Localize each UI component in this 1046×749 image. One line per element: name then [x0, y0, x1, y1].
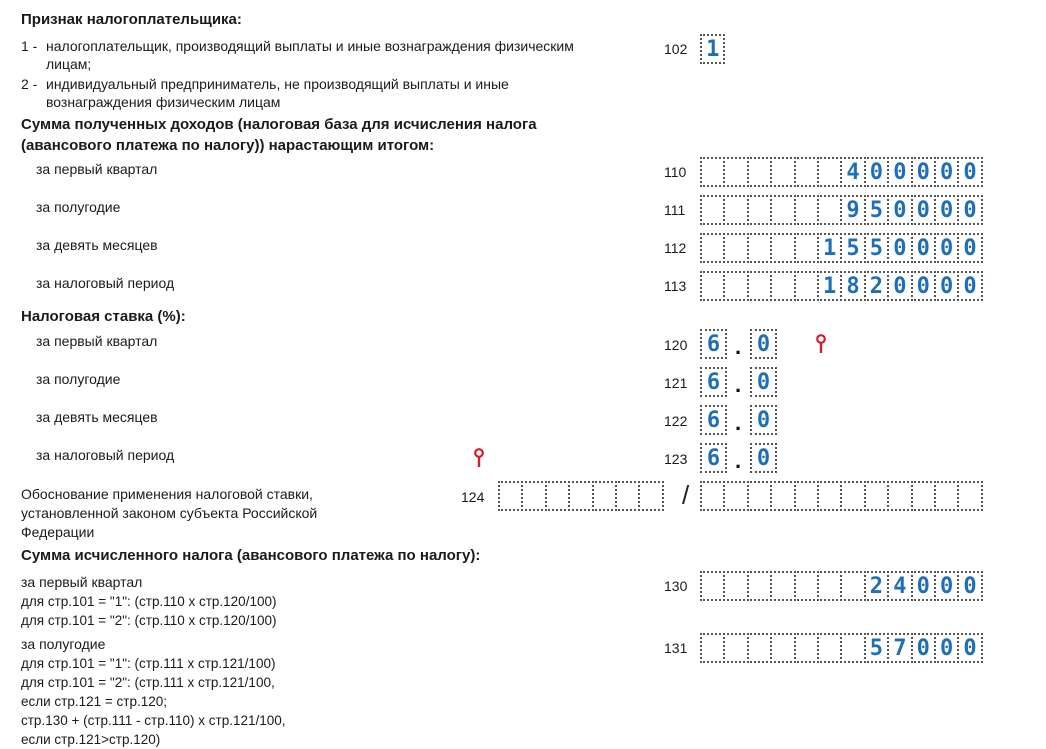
digit-cell[interactable]: 0 — [887, 195, 912, 225]
tax-formula-h1-line3: если стр.121 = стр.120; — [21, 694, 167, 709]
income-field-110[interactable] — [700, 157, 983, 187]
tax-formula-h1-line2: для стр.101 = "2": (стр.111 х стр.121/100, — [21, 675, 275, 690]
digit-cell[interactable]: 0 — [934, 195, 959, 225]
digit-cell[interactable]: 6 — [700, 329, 727, 359]
income-field-111[interactable] — [700, 195, 983, 225]
digit-cell[interactable]: 8 — [840, 271, 865, 301]
line-code-123: 123 — [664, 451, 688, 467]
rate-label-9m: за девять месяцев — [36, 409, 158, 425]
digit-cell[interactable] — [794, 195, 819, 225]
income-title-line1: Сумма полученных доходов (налоговая база для исчисления налога — [21, 116, 537, 133]
digit-cell[interactable]: 5 — [864, 195, 889, 225]
digit-cell[interactable] — [747, 195, 772, 225]
income-field-112[interactable] — [700, 233, 983, 263]
digit-cell[interactable] — [700, 195, 725, 225]
line-code-130: 130 — [664, 578, 688, 594]
digit-cell[interactable] — [817, 633, 842, 663]
digit-cell[interactable] — [568, 481, 593, 511]
digit-cell[interactable] — [794, 157, 819, 187]
decimal-separator: . — [735, 372, 742, 397]
digit-cell[interactable]: 6 — [700, 405, 727, 435]
decimal-separator: . — [735, 410, 742, 435]
digit-cell[interactable]: 6 — [700, 367, 727, 397]
rate-fraction-field-123[interactable] — [750, 443, 777, 473]
tax-formula-h1-line4: стр.130 + (стр.111 - стр.110) х стр.121/100, — [21, 713, 286, 728]
option-1-number: 1 - — [21, 38, 38, 54]
rate-integer-field-123[interactable] — [700, 443, 727, 473]
digit-cell[interactable] — [770, 233, 795, 263]
tax-field-130[interactable] — [700, 571, 983, 601]
digit-cell[interactable] — [794, 271, 819, 301]
income-label-h1: за полугодие — [36, 199, 121, 215]
digit-cell[interactable] — [794, 233, 819, 263]
digit-cell[interactable]: 0 — [957, 233, 982, 263]
digit-cell[interactable]: 2 — [864, 571, 889, 601]
tax-field-131[interactable] — [700, 633, 983, 663]
digit-cell[interactable] — [700, 271, 725, 301]
digit-cell[interactable] — [723, 195, 748, 225]
rate-integer-field-120[interactable] — [700, 329, 727, 359]
digit-cell[interactable]: 0 — [887, 157, 912, 187]
rate-label-h1: за полугодие — [36, 371, 121, 387]
rate-basis-label-line1: Обоснование применения налоговой ставки, — [21, 486, 313, 502]
digit-cell[interactable]: 0 — [957, 571, 982, 601]
digit-cell[interactable] — [615, 481, 640, 511]
digit-cell[interactable] — [723, 233, 748, 263]
digit-cell[interactable] — [817, 157, 842, 187]
digit-cell[interactable] — [934, 481, 959, 511]
digit-cell[interactable]: 0 — [957, 633, 982, 663]
digit-cell[interactable] — [700, 481, 725, 511]
digit-cell[interactable] — [700, 571, 725, 601]
rate-basis-field-left[interactable] — [498, 481, 664, 511]
digit-cell[interactable] — [957, 481, 982, 511]
digit-cell[interactable] — [747, 571, 772, 601]
digit-cell[interactable]: 0 — [911, 233, 936, 263]
digit-cell[interactable]: 5 — [864, 233, 889, 263]
rate-label-year: за налоговый период — [36, 447, 175, 463]
digit-cell[interactable] — [840, 481, 865, 511]
digit-cell[interactable] — [700, 233, 725, 263]
field-separator: / — [682, 480, 690, 510]
option-1-text-line2: лицам; — [46, 56, 92, 72]
option-2-text-line1: индивидуальный предприниматель, не производящий выплаты и иные — [46, 76, 509, 92]
digit-cell[interactable] — [887, 481, 912, 511]
digit-cell[interactable]: 1 — [817, 233, 842, 263]
digit-cell[interactable]: 9 — [840, 195, 865, 225]
digit-cell[interactable]: 0 — [934, 233, 959, 263]
line-code-122: 122 — [664, 413, 688, 429]
digit-cell[interactable] — [747, 481, 772, 511]
digit-cell[interactable]: 0 — [750, 367, 777, 397]
line-code-110: 110 — [664, 164, 687, 180]
digit-cell[interactable]: 5 — [864, 633, 889, 663]
digit-cell[interactable]: 0 — [887, 271, 912, 301]
digit-cell[interactable] — [770, 157, 795, 187]
option-1-text-line1: налогоплательщик, производящий выплаты и иные вознаграждения физическим — [46, 38, 574, 54]
digit-cell[interactable]: 0 — [911, 571, 936, 601]
line-code-124: 124 — [461, 489, 485, 505]
digit-cell[interactable] — [794, 633, 819, 663]
digit-cell[interactable] — [770, 633, 795, 663]
digit-cell[interactable]: 0 — [934, 157, 959, 187]
rate-title: Налоговая ставка (%): — [21, 308, 186, 325]
digit-cell[interactable]: 1 — [817, 271, 842, 301]
digit-cell[interactable] — [817, 481, 842, 511]
line-code-111: 111 — [664, 202, 686, 218]
digit-cell[interactable] — [700, 633, 725, 663]
digit-cell[interactable]: 0 — [750, 443, 777, 473]
digit-cell[interactable] — [864, 481, 889, 511]
digit-cell[interactable]: 0 — [957, 271, 982, 301]
digit-cell[interactable] — [747, 233, 772, 263]
rate-fraction-field-120[interactable] — [750, 329, 777, 359]
tax-label-q1: за первый квартал — [21, 574, 143, 590]
digit-cell[interactable]: 0 — [887, 233, 912, 263]
digit-cell[interactable] — [747, 633, 772, 663]
tax-title: Сумма исчисленного налога (авансового платежа по налогу): — [21, 547, 481, 564]
decimal-separator: . — [735, 334, 742, 359]
taxpayer-sign-field[interactable] — [700, 34, 725, 64]
line-code-120: 120 — [664, 337, 688, 353]
digit-cell[interactable] — [723, 481, 748, 511]
digit-cell[interactable] — [723, 633, 748, 663]
rate-basis-label-line2: установленной законом субъекта Российской — [21, 505, 318, 521]
rate-fraction-field-122[interactable] — [750, 405, 777, 435]
digit-cell[interactable]: 0 — [957, 157, 982, 187]
digit-cell[interactable] — [840, 633, 865, 663]
digit-cell[interactable] — [521, 481, 546, 511]
decimal-separator: . — [735, 448, 742, 473]
line-code-112: 112 — [664, 240, 687, 256]
taxpayer-sign-title: Признак налогоплательщика: — [21, 11, 242, 28]
digit-cell[interactable] — [700, 157, 725, 187]
line-code-121: 121 — [664, 375, 688, 391]
digit-cell[interactable] — [545, 481, 570, 511]
digit-cell[interactable] — [498, 481, 523, 511]
digit-cell[interactable] — [911, 481, 936, 511]
digit-cell[interactable]: 0 — [911, 633, 936, 663]
rate-basis-field-right[interactable] — [700, 481, 983, 511]
line-code-102: 102 — [664, 41, 688, 57]
rate-basis-label-line3: Федерации — [21, 524, 95, 540]
income-label-q1: за первый квартал — [36, 161, 158, 177]
digit-cell[interactable]: 0 — [750, 405, 777, 435]
digit-cell[interactable]: 0 — [911, 195, 936, 225]
digit-cell[interactable] — [794, 481, 819, 511]
digit-cell[interactable]: 0 — [911, 157, 936, 187]
digit-cell[interactable]: 4 — [840, 157, 865, 187]
digit-cell[interactable] — [770, 271, 795, 301]
digit-cell[interactable] — [794, 571, 819, 601]
digit-cell[interactable] — [723, 571, 748, 601]
digit-cell[interactable]: 0 — [934, 571, 959, 601]
digit-cell[interactable]: 2 — [864, 271, 889, 301]
income-label-9m: за девять месяцев — [36, 237, 158, 253]
digit-cell[interactable] — [723, 271, 748, 301]
tax-formula-h1-line1: для стр.101 = "1": (стр.111 х стр.121/100) — [21, 656, 276, 671]
digit-cell[interactable]: 0 — [934, 633, 959, 663]
tax-formula-q1-line2: для стр.101 = "2": (стр.110 х стр.120/100) — [21, 613, 277, 628]
map-pin-icon[interactable] — [815, 334, 827, 354]
digit-cell[interactable] — [817, 195, 842, 225]
rate-fraction-field-121[interactable] — [750, 367, 777, 397]
digit-cell[interactable]: 1 — [700, 34, 725, 64]
tax-formula-h1-line5: если стр.121>стр.120) — [21, 732, 161, 747]
digit-cell[interactable] — [770, 481, 795, 511]
income-label-year: за налоговый период — [36, 275, 175, 291]
digit-cell[interactable] — [638, 481, 663, 511]
digit-cell[interactable]: 6 — [700, 443, 727, 473]
digit-cell[interactable] — [747, 271, 772, 301]
option-2-number: 2 - — [21, 76, 38, 92]
digit-cell[interactable] — [747, 157, 772, 187]
digit-cell[interactable]: 0 — [864, 157, 889, 187]
option-2-text-line2: вознаграждения физическим лицам — [46, 94, 281, 110]
income-title-line2: (авансового платежа по налогу)) нарастающим итогом: — [21, 137, 435, 154]
rate-integer-field-122[interactable] — [700, 405, 727, 435]
digit-cell[interactable]: 0 — [911, 271, 936, 301]
tax-label-h1: за полугодие — [21, 636, 106, 652]
digit-cell[interactable] — [770, 195, 795, 225]
digit-cell[interactable]: 4 — [887, 571, 912, 601]
rate-label-q1: за первый квартал — [36, 333, 158, 349]
rate-integer-field-121[interactable] — [700, 367, 727, 397]
digit-cell[interactable]: 5 — [840, 233, 865, 263]
digit-cell[interactable]: 0 — [934, 271, 959, 301]
income-field-113[interactable] — [700, 271, 983, 301]
digit-cell[interactable]: 0 — [957, 195, 982, 225]
map-pin-icon[interactable] — [473, 448, 485, 468]
digit-cell[interactable] — [817, 571, 842, 601]
digit-cell[interactable] — [592, 481, 617, 511]
digit-cell[interactable]: 7 — [887, 633, 912, 663]
digit-cell[interactable] — [723, 157, 748, 187]
tax-formula-q1-line1: для стр.101 = "1": (стр.110 х стр.120/100) — [21, 594, 277, 609]
line-code-113: 113 — [664, 278, 687, 294]
digit-cell[interactable] — [840, 571, 865, 601]
line-code-131: 131 — [664, 640, 688, 656]
digit-cell[interactable] — [770, 571, 795, 601]
digit-cell[interactable]: 0 — [750, 329, 777, 359]
